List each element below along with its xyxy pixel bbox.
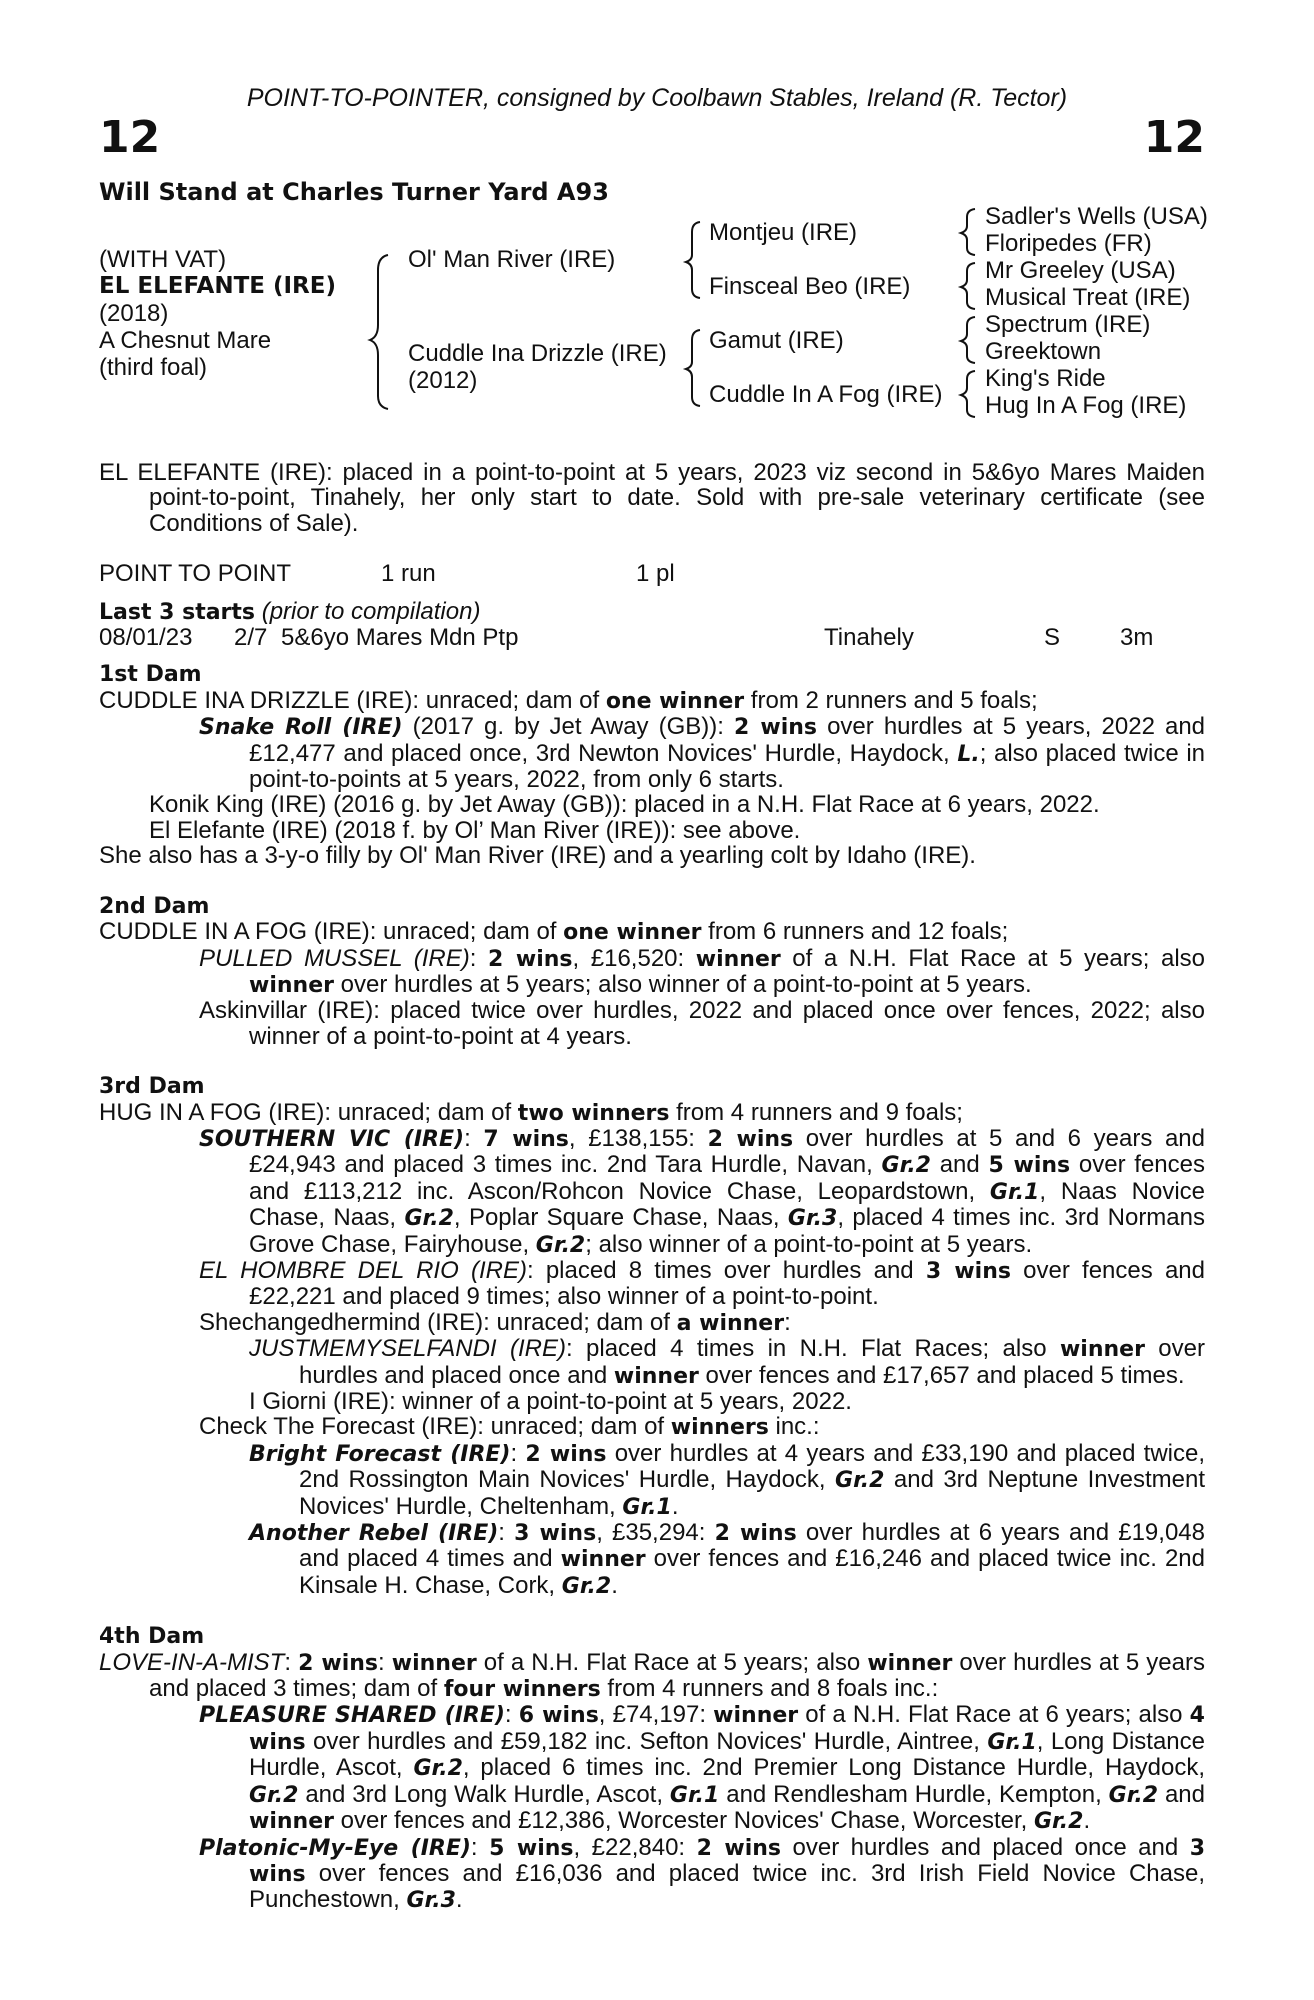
pedigree-sire-dam: Finsceal Beo (IRE) [709, 273, 911, 300]
dam4-heading: 4th Dam [99, 1624, 205, 1650]
dam3-progeny-4: Check The Forecast (IRE): unraced; dam of winners inc.: [199, 1413, 820, 1441]
dam3-heading: 3rd Dam [99, 1074, 205, 1100]
dam1-progeny-2: Konik King (IRE) (2016 g. by Jet Away (GB)): placed in a N.H. Flat Race at 6 years, 2022. [149, 791, 1100, 819]
dam3-grandprogeny-2: I Giorni (IRE): winner of a point-to-point at 5 years, 2022. [249, 1388, 852, 1415]
lot-number-right: 12 [1143, 112, 1205, 163]
dam4-progeny-2: Platonic-My-Eye (IRE): 5 wins, £22,840: 2 wins over hurdles and placed once and 3 wins over fences and £16,036 and placed twice inc. 3rd Irish Field Novice Chase, Punchestown, Gr.3. [199, 1833, 1206, 1914]
dam3-summary: HUG IN A FOG (IRE): unraced; dam of two winners from 4 runners and 9 foals; [99, 1098, 963, 1126]
horse-description: A Chesnut Mare [99, 327, 272, 354]
record-runs: 1 run [381, 560, 436, 588]
lot-number-left: 12 [99, 112, 161, 163]
dam3-progeny-3: Shechangedhermind (IRE): unraced; dam of a winner: [199, 1308, 791, 1336]
pedigree-dam-year: (2012) [408, 367, 478, 394]
stand-location: Will Stand at Charles Turner Yard A93 [99, 178, 609, 206]
last-starts-heading: Last 3 starts (prior to compilation) [99, 597, 481, 625]
dam1-progeny-1: Snake Roll (IRE) (2017 g. by Jet Away (GB)): 2 wins over hurdles at 5 years, 2022 and £12,477 and placed once, 3rd Newton Novices' Hurdle, Haydock, L.; also placed twice in point-to-points at 5 years, 2022, from only 6 starts. [199, 713, 1206, 794]
pedigree-sss: Sadler's Wells (USA) [985, 203, 1208, 230]
pedigree-dds: King's Ride [985, 365, 1106, 392]
pedigree-sdd: Musical Treat (IRE) [985, 284, 1191, 311]
dam2-progeny-1: PULLED MUSSEL (IRE): 2 wins, £16,520: winner of a N.H. Flat Race at 5 years; also winner over hurdles at 5 years; also winner of a point-to-point at 5 years. [199, 944, 1206, 998]
pedigree-dsd: Greektown [985, 338, 1102, 365]
horse-name: EL ELEFANTE (IRE) [99, 273, 336, 299]
dam4-progeny-1: PLEASURE SHARED (IRE): 6 wins, £74,197: winner of a N.H. Flat Race at 6 years; also 4 wins over hurdles and £59,182 inc. Sefton Novices' Hurdle, Aintree, Gr.1, Long Distance Hurdle, Ascot, Gr.2, placed 6 times inc. 2nd Premier Long Distance Hurdle, Haydock, Gr.2 and 3rd Long Walk Hurdle, Ascot, Gr.1 and Rendlesham Hurdle, Kempton, Gr.2 and winner over fences and £12,386, Worcester Novices' Chase, Worcester, Gr.2. [199, 1701, 1206, 1835]
horse-foal-note: (third foal) [99, 354, 208, 381]
dam3-progeny-1: SOUTHERN VIC (IRE): 7 wins, £138,155: 2 wins over hurdles at 5 and 6 years and £24,943 and placed 3 times inc. 2nd Tara Hurdle, Navan, Gr.2 and 5 wins over fences and £113,212 inc. Ascon/Rohcon Novice Chase, Leopardstown, Gr.1, Naas Novice Chase, Naas, Gr.2, Poplar Square Chase, Naas, Gr.3, placed 4 times inc. 3rd Normans Grove Chase, Fairyhouse, Gr.2; also winner of a point-to-point at 5 years. [199, 1124, 1206, 1258]
pedigree-sire-sire: Montjeu (IRE) [709, 219, 858, 246]
dam1-note: She also has a 3-y-o filly by Ol' Man River (IRE) and a yearling colt by Idaho (IRE). [99, 842, 976, 870]
dam1-heading: 1st Dam [99, 662, 202, 688]
dam3-grandprogeny-1: JUSTMEMYSELFANDI (IRE): placed 4 times in N.H. Flat Races; also winner over hurdles and placed once and winner over fences and £17,657 and placed 5 times. [249, 1335, 1205, 1389]
race-record [99, 561, 1205, 586]
dam3-grandprogeny-3: Bright Forecast (IRE): 2 wins over hurdles at 4 years and £33,190 and placed twice, 2nd Rossington Main Novices' Hurdle, Haydock, Gr.2 and 3rd Neptune Investment Novices' Hurdle, Cheltenham, Gr.1. [249, 1439, 1206, 1520]
catalogue-body [99, 460, 1205, 1914]
last-start-row: 08/01/23 2/7 5&6yo Mares Mdn Ptp Tinahely S 3m [99, 624, 1154, 652]
horse-year: (2018) [99, 300, 169, 327]
pedigree-dam-sire: Gamut (IRE) [709, 327, 844, 354]
intro-paragraph: EL ELEFANTE (IRE): placed in a point-to-point at 5 years, 2023 viz second in 5&6yo Mares Maiden point-to-point, Tinahely, her only start to date. Sold with pre-sale veterinary certificate (see Conditions of Sale). [99, 459, 1205, 537]
dam2-summary: CUDDLE IN A FOG (IRE): unraced; dam of one winner from 6 runners and 12 foals; [99, 918, 1009, 946]
record-type: POINT TO POINT [99, 560, 292, 588]
record-placed: 1 pl [636, 560, 675, 588]
lot-header-title: POINT-TO-POINTER, consigned by Coolbawn Stables, Ireland (R. Tector) [246, 84, 1068, 112]
pedigree-ddd: Hug In A Fog (IRE) [985, 392, 1187, 419]
dam4-summary: LOVE-IN-A-MIST: 2 wins: winner of a N.H. Flat Race at 5 years; also winner over hurdles at 5 years and placed 3 times; dam of four winners from 4 runners and 8 foals inc.: [99, 1648, 1205, 1703]
dam3-grandprogeny-4: Another Rebel (IRE): 3 wins, £35,294: 2 wins over hurdles at 6 years and £19,048 and placed 4 times and winner over fences and £16,246 and placed twice inc. 2nd Kinsale H. Chase, Cork, Gr.2. [249, 1519, 1205, 1599]
pedigree-dam-dam: Cuddle In A Fog (IRE) [709, 381, 943, 408]
dam2-progeny-2: Askinvillar (IRE): placed twice over hurdles, 2022 and placed once over fences, 2022; also winner of a point-to-point at 4 years. [199, 997, 1205, 1050]
pedigree-dss: Spectrum (IRE) [985, 311, 1151, 338]
dam1-progeny-3: El Elefante (IRE) (2018 f. by Ol’ Man River (IRE)): see above. [149, 816, 801, 844]
dam2-heading: 2nd Dam [99, 893, 210, 919]
pedigree-sds: Mr Greeley (USA) [985, 257, 1176, 284]
pedigree-sire: Ol' Man River (IRE) [408, 246, 616, 273]
pedigree-dam: Cuddle Ina Drizzle (IRE) [408, 340, 667, 367]
pedigree-ssd: Floripedes (FR) [985, 230, 1152, 257]
dam1-summary: CUDDLE INA DRIZZLE (IRE): unraced; dam of one winner from 2 runners and 5 foals; [99, 686, 1038, 714]
horse-vat: (WITH VAT) [99, 246, 227, 273]
dam3-progeny-2: EL HOMBRE DEL RIO (IRE): placed 8 times over hurdles and 3 wins over fences and £22,221 and placed 9 times; also winner of a point-to-point. [199, 1256, 1205, 1311]
